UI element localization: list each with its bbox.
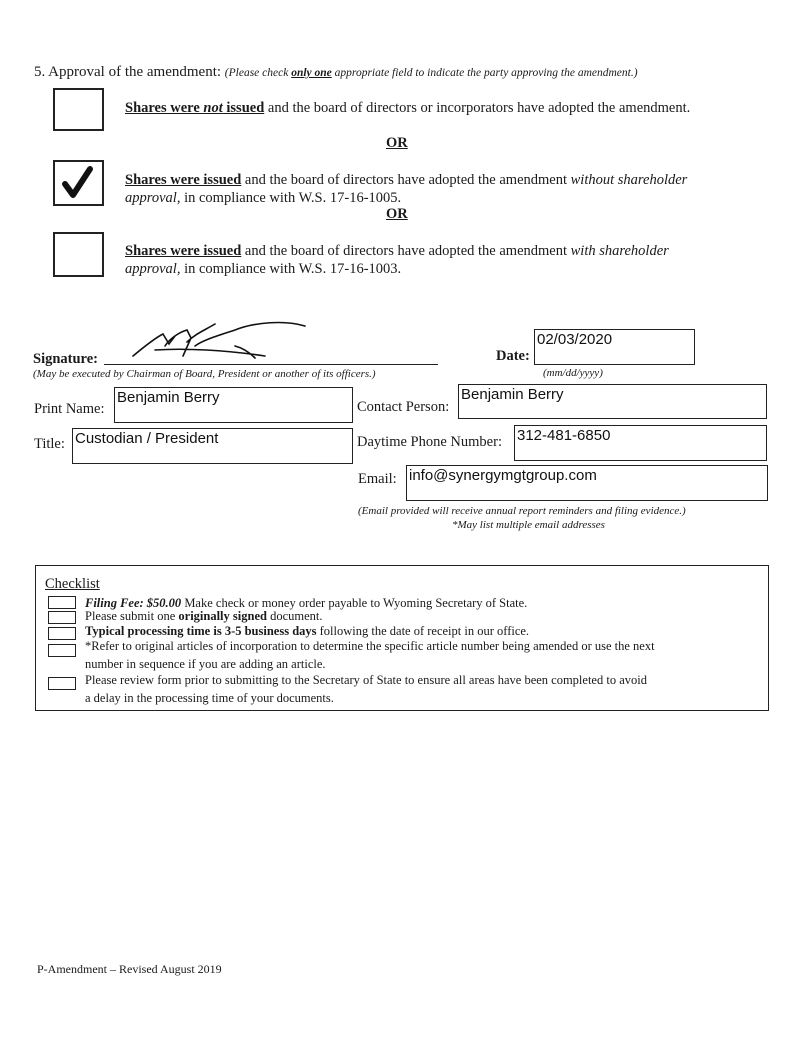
contact-person-label: Contact Person: xyxy=(357,399,450,415)
date-label: Date: xyxy=(496,348,530,364)
checklist-processing: Typical processing time is 3-5 business days following the date of receipt in our office. xyxy=(85,624,530,638)
print-name-field[interactable]: Benjamin Berry xyxy=(114,387,353,423)
checklist-refer: *Refer to original articles of incorporation to determine the specific article number being amended or use the next number in sequence if you are adding an article. xyxy=(85,639,655,671)
section5-heading: 5. Approval of the amendment: xyxy=(34,64,222,80)
option-without-shareholder-approval-checkbox[interactable] xyxy=(53,160,104,206)
section5-heading-line xyxy=(34,64,638,81)
handwritten-signature xyxy=(125,316,325,366)
checkmark-icon xyxy=(55,162,102,204)
checklist-checkbox-signed[interactable] xyxy=(48,611,76,624)
or-separator: OR xyxy=(386,206,408,222)
option-shares-not-issued-text: Shares were not issued and the board of directors or incorporators have adopted the amendment. xyxy=(125,100,691,116)
checklist-checkbox-fee[interactable] xyxy=(48,596,76,609)
option-without-shareholder-approval-text: Shares were issued and the board of directors have adopted the amendment without shareholder approval, in compliance with W.S. 17-16-1005. xyxy=(125,172,688,206)
checklist-checkbox-refer[interactable] xyxy=(48,644,76,657)
email-note-multiple: *May list multiple email addresses xyxy=(452,519,605,531)
option-with-shareholder-approval-text: Shares were issued and the board of directors have adopted the amendment with shareholder approval, in compliance with W.S. 17-16-1003. xyxy=(125,243,669,277)
section5-instruction: (Please check only one appropriate field to indicate the party approving the amendment.) xyxy=(224,67,638,79)
title-field[interactable]: Custodian / President xyxy=(72,428,353,464)
daytime-phone-field[interactable]: 312-481-6850 xyxy=(514,425,767,461)
email-label: Email: xyxy=(358,471,397,487)
daytime-phone-label: Daytime Phone Number: xyxy=(357,434,502,450)
checklist-review: Please review form prior to submitting to the Secretary of State to ensure all areas have been completed to avoid a delay in the processing time of your documents. xyxy=(85,673,647,705)
checklist-title: Checklist xyxy=(45,576,100,592)
checklist-box xyxy=(35,565,769,711)
checklist-signed: Please submit one originally signed document. xyxy=(85,609,323,623)
title-label: Title: xyxy=(34,436,65,452)
signature-note: (May be executed by Chairman of Board, President or another of its officers.) xyxy=(33,368,376,380)
checklist-fee: Filing Fee: $50.00 Make check or money order payable to Wyoming Secretary of State. xyxy=(85,596,528,610)
contact-person-field[interactable]: Benjamin Berry xyxy=(458,384,767,419)
or-separator: OR xyxy=(386,135,408,151)
date-format-hint: (mm/dd/yyyy) xyxy=(543,367,603,379)
signature-label: Signature: xyxy=(33,351,98,367)
email-note: (Email provided will receive annual report reminders and filing evidence.) xyxy=(358,505,686,517)
date-field[interactable]: 02/03/2020 xyxy=(534,329,695,365)
checklist-checkbox-processing[interactable] xyxy=(48,627,76,640)
checklist-checkbox-review[interactable] xyxy=(48,677,76,690)
option-shares-not-issued-checkbox[interactable] xyxy=(53,88,104,131)
email-field[interactable]: info@synergymgtgroup.com xyxy=(406,465,768,501)
print-name-label: Print Name: xyxy=(34,401,105,417)
footer-revision: P-Amendment – Revised August 2019 xyxy=(37,962,222,976)
option-with-shareholder-approval-checkbox[interactable] xyxy=(53,232,104,277)
